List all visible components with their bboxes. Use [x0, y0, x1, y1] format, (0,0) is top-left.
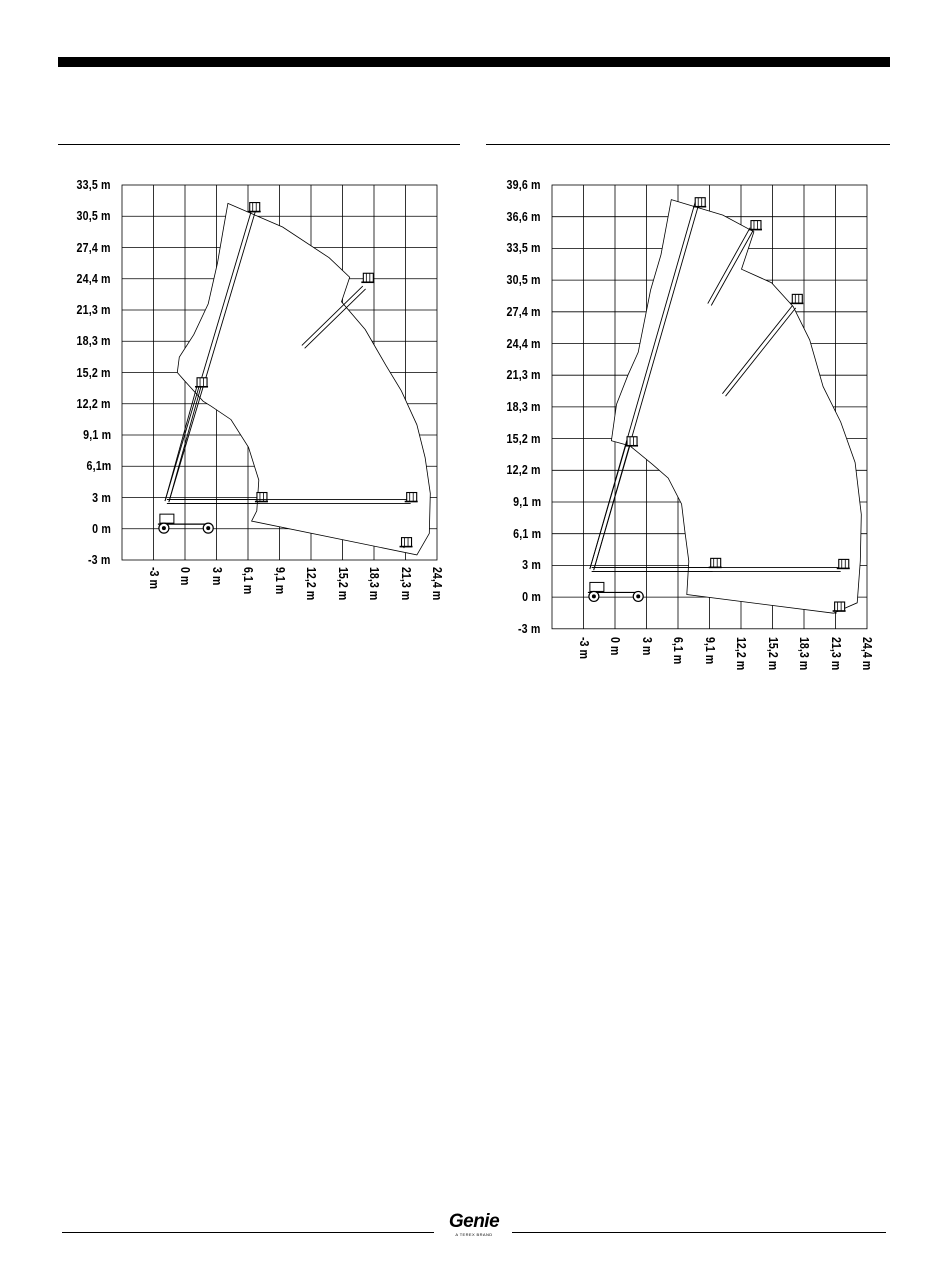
x-tick-label: 0 m — [608, 637, 623, 656]
x-tick-label: 3 m — [209, 567, 225, 586]
logo-tagline: A TEREX BRAND — [455, 1232, 493, 1237]
y-tick-label: 3 m — [522, 557, 541, 573]
y-tick-label: 9,1 m — [82, 427, 111, 442]
platform-basket-icon — [790, 294, 803, 303]
x-tick-label: -3 m — [576, 637, 592, 659]
logo-wordmark: Genie — [448, 1211, 500, 1232]
y-tick-label: 9,1 m — [512, 494, 541, 509]
basket-rail — [407, 493, 417, 502]
platform-basket-icon — [248, 203, 261, 212]
wheel-hub — [636, 594, 640, 598]
footer-rule-right — [512, 1232, 886, 1233]
platform-basket-icon — [405, 493, 418, 502]
y-tick-label: 33,5 m — [506, 240, 541, 256]
footer-rule-left — [62, 1232, 434, 1233]
y-tick-label: -3 m — [88, 552, 111, 567]
x-tick-label: 15,2 m — [765, 637, 781, 671]
basket-rail — [751, 221, 761, 230]
y-tick-label: 27,4 m — [76, 239, 111, 255]
platform-basket-icon — [400, 538, 413, 547]
turntable — [160, 514, 174, 523]
boom-line — [165, 382, 198, 501]
boom-line — [590, 441, 627, 569]
y-tick-label: 18,3 m — [506, 398, 541, 414]
y-tick-label: 18,3 m — [76, 333, 111, 349]
basket-rail — [839, 559, 849, 568]
x-tick-label: 15,2 m — [335, 567, 351, 601]
x-tick-label: 12,2 m — [734, 637, 749, 671]
y-tick-label: 27,4 m — [506, 303, 541, 319]
x-tick-label: 3 m — [639, 637, 655, 656]
platform-basket-icon — [749, 221, 762, 230]
working-envelope — [177, 203, 430, 555]
y-tick-label: 21,3 m — [76, 302, 111, 317]
y-tick-label: 30,5 m — [506, 272, 541, 288]
boom-position — [400, 538, 413, 548]
working-envelope — [611, 200, 861, 614]
boom-line — [594, 442, 631, 570]
basket-rail — [711, 558, 721, 567]
chart-1 — [122, 185, 437, 560]
basket-rail — [363, 273, 373, 282]
wheel-hub — [162, 526, 166, 530]
basket-rail — [197, 378, 207, 387]
x-tick-label: 9,1 m — [702, 637, 718, 665]
chart-2 — [552, 185, 867, 629]
basket-rail — [627, 437, 637, 446]
platform-basket-icon — [833, 602, 846, 611]
platform-basket-icon — [693, 198, 706, 207]
machine-chassis-icon — [588, 582, 643, 601]
x-tick-label: 0 m — [178, 567, 193, 586]
wheel-hub — [592, 594, 596, 598]
wheel-hub — [206, 526, 210, 530]
x-tick-label: 18,3 m — [367, 567, 382, 601]
boom-position — [590, 437, 638, 570]
y-tick-label: 24,4 m — [76, 270, 111, 286]
x-tick-label: 9,1 m — [272, 567, 288, 595]
boom-position — [167, 493, 268, 504]
platform-basket-icon — [195, 378, 208, 387]
boom-position — [833, 602, 846, 613]
x-tick-label: 12,2 m — [304, 567, 319, 601]
x-tick-label: 21,3 m — [398, 567, 414, 601]
turntable — [590, 582, 604, 591]
y-tick-label: 15,2 m — [506, 430, 541, 446]
y-tick-label: 15,2 m — [76, 364, 111, 380]
platform-basket-icon — [625, 437, 638, 446]
basket-rail — [402, 538, 412, 547]
y-tick-label: 12,2 m — [506, 462, 541, 478]
y-tick-label: 24,4 m — [506, 335, 541, 351]
y-tick-label: 12,2 m — [76, 395, 111, 411]
platform-basket-icon — [255, 493, 268, 502]
x-tick-label: 21,3 m — [828, 637, 844, 671]
platform-basket-icon — [709, 558, 722, 567]
y-tick-label: 6,1m — [86, 458, 111, 474]
x-tick-label: 18,3 m — [797, 637, 812, 671]
x-tick-label: -3 m — [146, 567, 162, 589]
basket-rail — [792, 294, 802, 303]
x-tick-label: 6,1 m — [241, 567, 256, 595]
y-tick-label: 30,5 m — [76, 208, 111, 224]
y-tick-label: 3 m — [92, 489, 111, 505]
y-tick-label: -3 m — [518, 620, 541, 636]
machine-chassis-icon — [158, 514, 213, 533]
basket-rail — [250, 203, 260, 212]
y-tick-label: 39,6 m — [506, 177, 541, 192]
y-tick-label: 21,3 m — [506, 367, 541, 383]
x-tick-label: 24,4 m — [430, 567, 445, 601]
y-tick-label: 33,5 m — [76, 177, 111, 192]
platform-basket-icon — [361, 273, 374, 282]
genie-logo — [434, 1212, 514, 1238]
platform-basket-icon — [837, 559, 850, 568]
y-tick-label: 0 m — [92, 520, 111, 536]
x-tick-label: 24,4 m — [860, 637, 875, 671]
y-tick-label: 0 m — [522, 589, 541, 605]
basket-rail — [695, 198, 705, 207]
basket-rail — [835, 602, 845, 611]
y-tick-label: 36,6 m — [506, 208, 541, 224]
x-tick-label: 6,1 m — [671, 637, 686, 665]
y-tick-label: 6,1 m — [512, 525, 541, 541]
basket-rail — [257, 493, 267, 502]
